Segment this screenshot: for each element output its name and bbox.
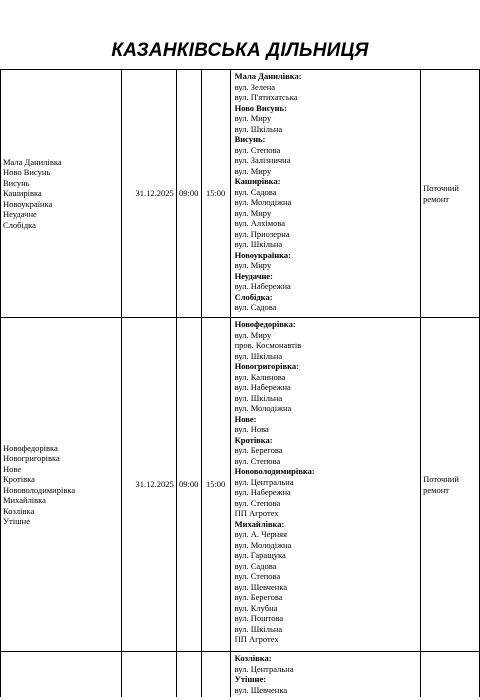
settlement-name: Ново Висунь — [3, 167, 51, 178]
addresses-cell — [230, 318, 420, 652]
street-name: вул. Берегова — [234, 592, 283, 602]
street-name: вул. Поштова — [234, 613, 284, 623]
street-name: вул. Миру — [234, 165, 272, 176]
settlement-name: Козлівка — [3, 505, 35, 516]
end-time-cell — [201, 652, 230, 698]
street-name: вул. Шкільна — [234, 350, 283, 361]
street-name: вул. Молодіжна — [234, 539, 292, 550]
end-time-cell: 15:00 — [201, 318, 230, 652]
start-time-cell: 09:00 — [176, 318, 201, 652]
street-name: вул. Берегова — [234, 445, 283, 455]
street-name: вул. Степова — [234, 144, 281, 155]
village-heading: Новоукраїнка: — [234, 249, 291, 260]
street-name: вул. Нова — [234, 424, 269, 434]
end-time-cell: 15:00 — [201, 70, 230, 318]
village-heading: Новофедорівка: — [234, 319, 296, 329]
street-name: вул. Залізнична — [234, 155, 291, 165]
street-name: вул. Приозерна — [234, 228, 290, 239]
date-cell: 31.12.2025 — [121, 318, 176, 652]
settlement-name: Новофедорівка — [3, 442, 58, 453]
date-cell — [121, 652, 176, 698]
street-name: вул. Садова — [234, 186, 277, 197]
addresses-cell — [230, 652, 420, 698]
street-name: вул. Алхімова — [234, 218, 285, 228]
street-name: вул. Шевченка — [234, 581, 288, 592]
street-name: вул. Набережна — [234, 487, 291, 497]
settlement-name: Утішне — [3, 516, 30, 526]
addresses-cell — [230, 70, 420, 318]
street-name: вул. Миру — [234, 113, 272, 123]
street-name: вул. А. Черняя — [234, 529, 288, 539]
street-name: вул. Садова — [234, 302, 277, 312]
work-type-cell — [421, 70, 480, 318]
street-name: вул. Шевченка — [234, 684, 288, 695]
table-row — [1, 70, 480, 318]
village-heading: Нове: — [234, 413, 257, 424]
start-time-cell: 09:00 — [176, 70, 201, 318]
street-name: вул. Садова — [234, 560, 277, 571]
street-name: вул. Молодіжна — [234, 197, 292, 207]
street-name: вул. П'ятихатська — [234, 92, 298, 102]
work-type-cell — [421, 652, 480, 698]
street-name: вул. Набережна — [234, 382, 291, 392]
page-title: КАЗАНКІВСЬКА ДІЛЬНИЦЯ — [111, 40, 369, 61]
village-heading: Утішне: — [234, 674, 267, 684]
outage-schedule-table — [0, 69, 480, 697]
settlement-name: Каширівка — [3, 188, 42, 199]
village-heading: Каширівка: — [234, 176, 281, 186]
settlements-cell — [1, 70, 122, 318]
village-heading: Михайлівка: — [234, 518, 285, 529]
street-name: вул. Гаращука — [234, 550, 286, 560]
settlement-name: Слобідка — [3, 219, 36, 230]
village-heading: Кротівка: — [234, 434, 273, 445]
settlement-name: Мала Данилівка — [3, 156, 62, 167]
street-name: вул. Шкільна — [234, 392, 283, 403]
settlement-name: Неудачне — [3, 209, 37, 220]
street-name: вул. Центральна — [234, 663, 294, 674]
work-type-text: Поточний — [423, 183, 459, 193]
settlement-name: Кротівка — [3, 474, 35, 484]
table-row — [1, 318, 480, 652]
settlement-name: Михайлівка — [3, 495, 46, 505]
street-name: вул. Клубна — [234, 602, 278, 613]
settlements-cell — [1, 652, 122, 698]
street-name: вул. Молодіжна — [234, 403, 292, 413]
village-heading: Висунь: — [234, 134, 266, 144]
work-type-text: ремонт — [423, 193, 449, 204]
street-name: вул. Набережна — [234, 281, 291, 291]
street-name: вул. Шкільна — [234, 623, 283, 634]
village-heading: Ново Висунь: — [234, 102, 287, 113]
work-type-text: Поточний — [423, 474, 459, 484]
street-name: вул. Степова — [234, 497, 281, 508]
street-name: вул. Миру — [234, 329, 272, 340]
street-name: ПП Агротех — [234, 508, 279, 518]
street-name: вул. Миру — [234, 260, 272, 270]
village-heading: Слобідка: — [234, 291, 273, 302]
street-name: вул. Шкільна — [234, 123, 283, 134]
village-heading: Неудачне: — [234, 270, 274, 281]
street-name: вул. Калинова — [234, 371, 286, 382]
street-name: вул. Миру — [234, 207, 272, 218]
village-heading: Козлівка: — [234, 653, 272, 663]
settlement-name: Новоукраїнка — [3, 198, 53, 209]
village-heading: Мала Данилівка: — [234, 71, 302, 81]
settlement-name: Новогригорівка — [3, 453, 60, 463]
village-heading: Новогригорівка: — [234, 361, 299, 371]
work-type-cell — [421, 318, 480, 652]
village-heading: Нововолодимирівка: — [234, 466, 315, 476]
street-name: ПП Агротех — [234, 634, 279, 644]
settlements-cell — [1, 318, 122, 652]
street-name: вул. Центральна — [234, 476, 294, 487]
settlement-name: Висунь — [3, 177, 30, 188]
street-name: пров. Космонавтів — [234, 340, 302, 350]
date-cell: 31.12.2025 — [121, 70, 176, 318]
table-row — [1, 652, 480, 698]
settlement-name: Нововолодимирівка — [3, 484, 76, 495]
street-name: вул. Шкільна — [234, 239, 283, 249]
street-name: вул. Степова — [234, 455, 281, 466]
street-name: вул. Зелена — [234, 81, 276, 92]
street-name: вул. Степова — [234, 571, 281, 581]
start-time-cell — [176, 652, 201, 698]
settlement-name: Нове — [3, 463, 22, 474]
work-type-text: ремонт — [423, 484, 449, 495]
